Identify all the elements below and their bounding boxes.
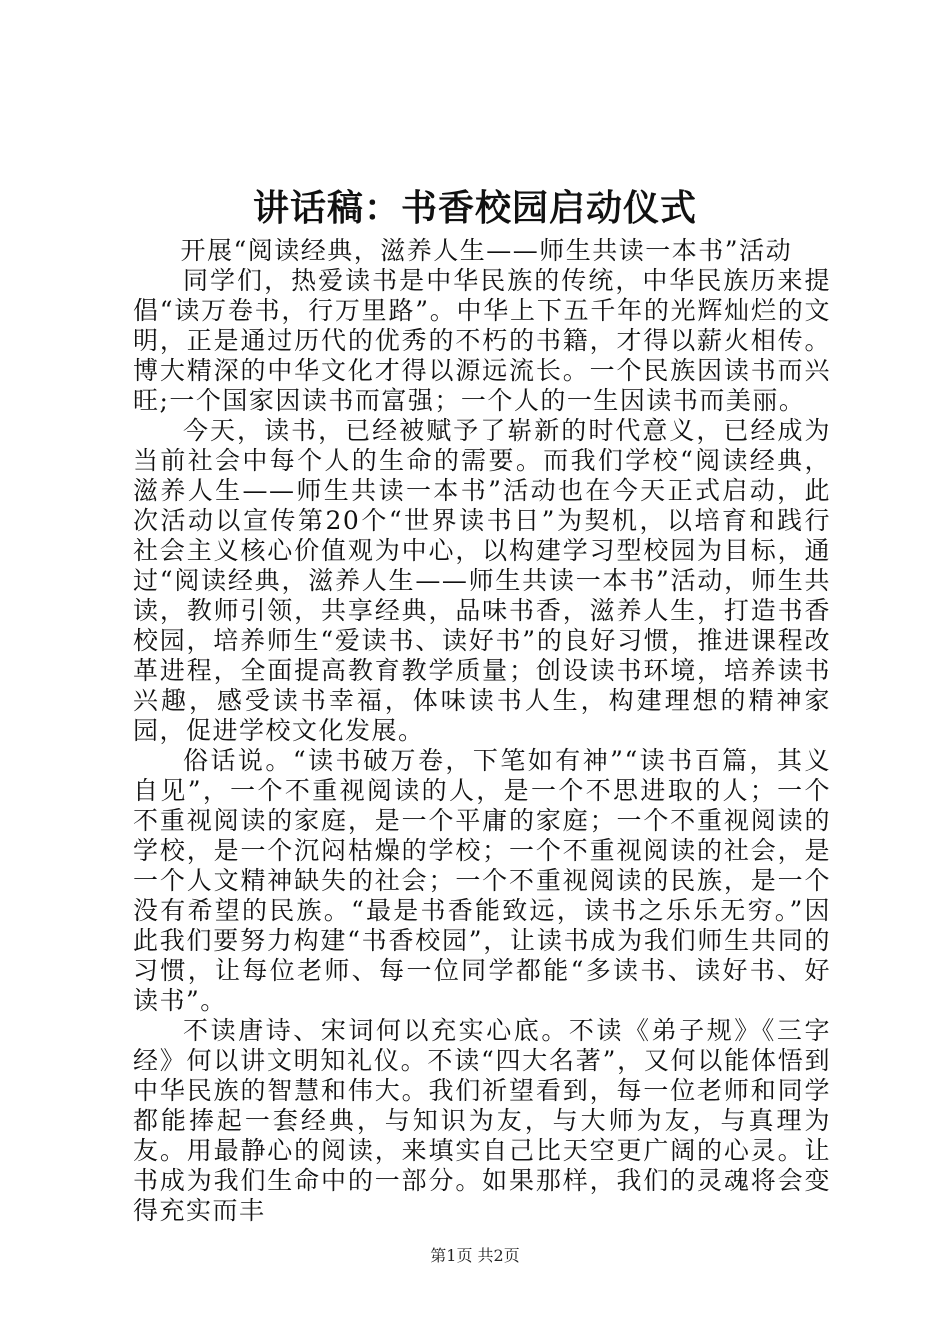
page-title: 讲话稿：书香校园启动仪式 (252, 188, 697, 229)
body-paragraph: 不读唐诗、宋词何以充实心底。不读《弟子规》《三字经》何以讲文明知礼仪。不读“四大名著”，又何以能体悟到中华民族的智慧和伟大。我们祈望看到，每一位老师和同学都能捧起一套经典，与知识为友，与大师为友，与真理为友。用最静心的阅读，来填实自己比天空更广阔的心灵。让书成为我们生命中的一部分。如果那样，我们的灵魂将会变得充实而丰 (133, 1016, 831, 1225)
page-number-footer: 第1页 共2页 (430, 1246, 520, 1265)
body-paragraph: 同学们，热爱读书是中华民族的传统，中华民族历来提倡“读万卷书，行万里路”。中华上下五千年的光辉灿烂的文明，正是通过历代的优秀的不朽的书籍，才得以薪火相传。博大精深的中华文化才得以源远流长。一个民族因读书而兴旺;一个国家因读书而富强；一个人的一生因读书而美丽。 (133, 266, 831, 415)
subtitle-paragraph: 开展“阅读经典，滋养人生——师生共读一本书”活动 (180, 236, 793, 265)
document-body (133, 236, 831, 1226)
body-paragraph: 今天，读书，已经被赋予了崭新的时代意义，已经成为当前社会中每个人的生命的需要。而我们学校“阅读经典，滋养人生——师生共读一本书”活动也在今天正式启动，此次活动以宣传第20个“世界读书日”为契机，以培育和践行社会主义核心价值观为中心，以构建学习型校园为目标，通过“阅读经典，滋养人生——师生共读一本书”活动，师生共读，教师引领，共享经典，品味书香，滋养人生，打造书香校园，培养师生“爱读书、读好书”的良好习惯，推进课程改革进程，全面提高教育教学质量；创设读书环境，培养读书兴趣，感受读书幸福，体味读书人生，构建理想的精神家园，促进学校文化发展。 (133, 416, 831, 745)
body-paragraph: 俗话说。“读书破万卷，下笔如有神”“读书百篇，其义自见”，一个不重视阅读的人，是一个不思进取的人；一个不重视阅读的家庭，是一个平庸的家庭；一个不重视阅读的学校，是一个沉闷枯燥的学校；一个不重视阅读的社会，是一个人文精神缺失的社会；一个不重视阅读的民族，是一个没有希望的民族。“最是书香能致远，读书之乐乐无穷。”因此我们要努力构建“书香校园”，让读书成为我们师生共同的习惯，让每位老师、每一位同学都能“多读书、读好书、好读书”。 (133, 746, 831, 1015)
